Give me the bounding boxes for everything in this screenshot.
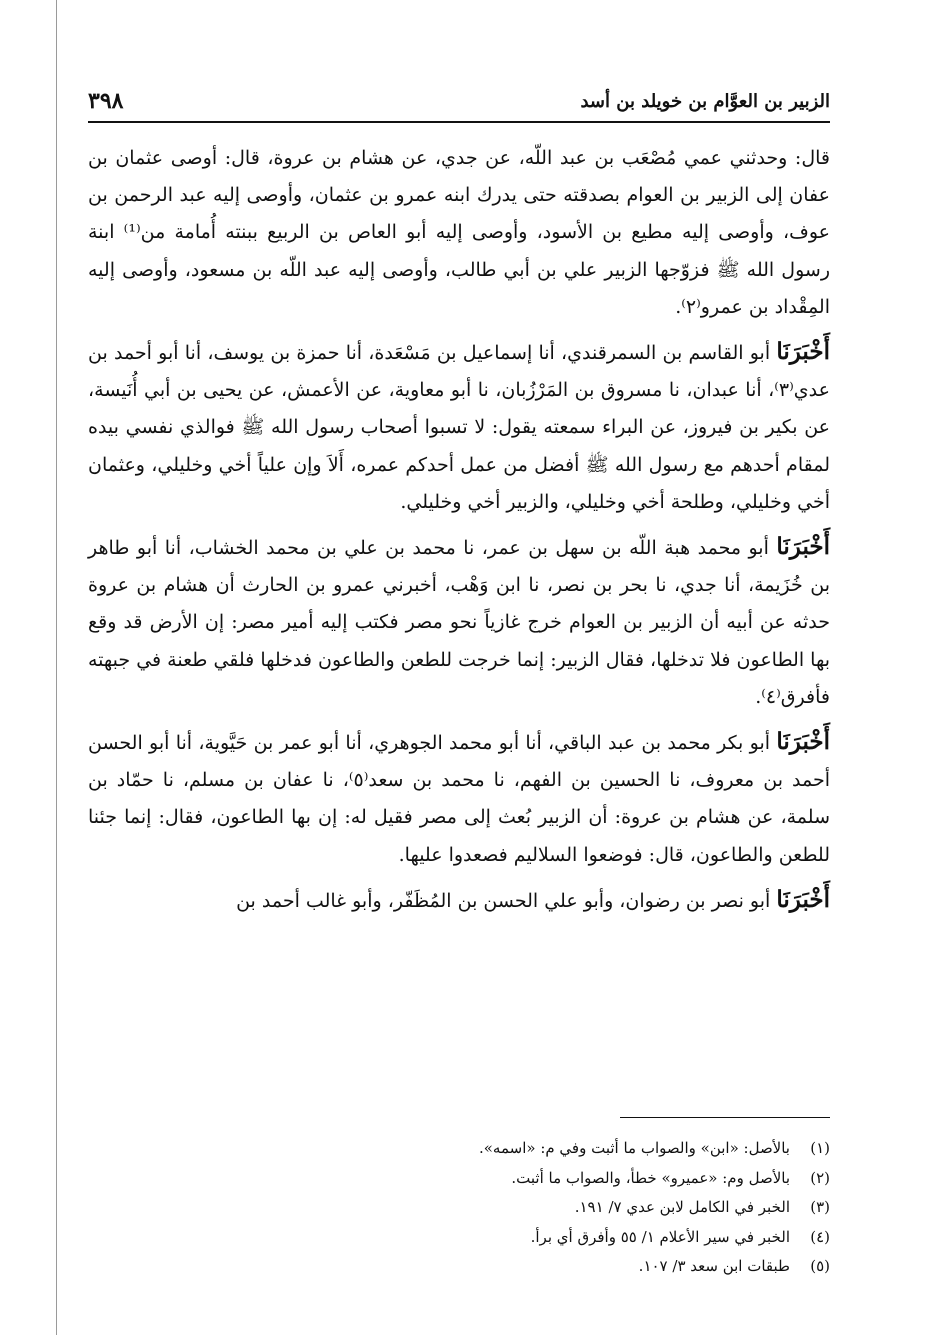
footnote-number: (٤) xyxy=(810,1227,830,1246)
page-header xyxy=(88,84,830,118)
paragraph-text: قال: وحدثني عمي مُصْعَب بن عبد اللّه، عن جدي، عن هشام بن عروة، قال: أوصى عثمان بن عفان إلى الزبير بن العوام بصدقته حتى يدرك ابنه عمرو بن عثمان، وأوصى إليه عبد الرحمن بن عوف، وأوصى إليه مطيع بن الأسود، وأوصى إليه أبو العاص بن الربيع ببنته أُمامة من⁽¹⁾ ابنة رسول الله ﷺ فزوّجها الزبير علي بن أبي طالب، وأوصى إليه عبد اللّه بن مسعود، وأوصى إليه المِقْداد بن عمرو⁽٢⁾. xyxy=(88,147,830,318)
main-text xyxy=(88,140,830,927)
paragraph xyxy=(88,723,830,874)
footnote-number: (٢) xyxy=(810,1168,830,1187)
footnote xyxy=(88,1193,830,1223)
paragraph-text: أبو القاسم بن السمرقندي، أنا إسماعيل بن مَسْعَدة، أنا حمزة بن يوسف، أنا أبو أحمد بن عدي⁽٣⁾، أنا عبدان، نا مسروق بن المَرْزُبان، نا أبو معاوية، عن الأعمش، عن يحيى بن أبي أُنَيسة، عن بكير بن فيروز، عن البراء سمعته يقول: لا تسبوا أصحاب رسول الله ﷺ فوالذي نفسي بيده لمقام أحدهم مع رسول الله ﷺ أفضل من عمل أحدكم عمره، أَلاَ وإن علياً أخي وخليلي، وعثمان أخي وخليلي، وطلحة أخي وخليلي، والزبير أخي وخليلي. xyxy=(88,342,830,513)
footnote xyxy=(88,1252,830,1282)
footnote-text: الخبر في سير الأعلام ١/ ٥٥ وأفرق أي برأ. xyxy=(530,1227,790,1246)
paragraph xyxy=(88,140,830,326)
footnote-text: طبقات ابن سعد ٣/ ١٠٧. xyxy=(638,1257,790,1275)
footnote xyxy=(88,1164,830,1194)
paragraph-text: أبو محمد هبة اللّه بن سهل بن عمر، نا محمد بن علي بن محمد الخشاب، أنا أبو طاهر بن خُزَيمة، أنا جدي، نا بحر بن نصر، نا ابن وَهْب، أخبرني عمرو بن الحارث أن هشام بن عروة حدثه عن أبيه أن الزبير بن العوام خرج غازياً نحو مصر فكتب إليه أمير مصر: إن الأرض قد وقع بها الطاعون فلا تدخلها، فقال الزبير: إنما خرجت للطعن والطاعون فدخلها فلقي طعنة في جبهته فأفرق⁽٤⁾. xyxy=(88,537,830,708)
footnote-text: بالأصل وم: «عميرو» خطأ، والصواب ما أثبت. xyxy=(511,1168,790,1187)
footnote-rule xyxy=(620,1117,830,1118)
paragraph xyxy=(88,881,830,920)
footnote xyxy=(88,1134,830,1164)
running-title: الزبير بن العوَّام بن خويلد بن أسد xyxy=(580,90,830,112)
paragraph xyxy=(88,333,830,521)
footnote-number: (١) xyxy=(810,1139,830,1157)
paragraph xyxy=(88,528,830,716)
footnote-text: بالأصل: «ابن» والصواب ما أثبت وفي م: «اسمه». xyxy=(478,1139,790,1157)
paragraph-lead-word: أَخْبَرَنَا xyxy=(776,338,830,366)
footnote-number: (٥) xyxy=(810,1257,830,1275)
footnote-text: الخبر في الكامل لابن عدي ٧/ ١٩١. xyxy=(574,1198,790,1216)
footnote xyxy=(88,1223,830,1253)
page-number: ٣٩٨ xyxy=(88,88,124,114)
paragraph-text: أبو نصر بن رضوان، وأبو علي الحسن بن المُظَفّر، وأبو غالب أحمد بن xyxy=(236,889,771,912)
page-gutter-line xyxy=(56,0,57,1335)
footnotes xyxy=(88,1134,830,1282)
paragraph-text: أبو بكر محمد بن عبد الباقي، أنا أبو محمد الجوهري، أنا أبو عمر بن حَيَّوية، أنا أبو الحسن أحمد بن معروف، نا الحسين بن الفهم، نا محمد بن سعد⁽٥⁾، نا عفان بن مسلم، نا حمّاد بن سلمة، عن هشام بن عروة: أن الزبير بُعث إلى مصر فقيل له: إن بها الطاعون، فقال: إنما جئنا للطعن والطاعون، قال: فوضعوا السلاليم فصعدوا عليها. xyxy=(88,732,830,866)
header-rule xyxy=(88,121,830,123)
paragraph-lead-word: أَخْبَرَنَا xyxy=(776,885,830,913)
paragraph-lead-word: أَخْبَرَنَا xyxy=(776,533,831,561)
footnote-number: (٣) xyxy=(810,1198,830,1216)
paragraph-lead-word: أَخْبَرَنَا xyxy=(776,728,830,756)
